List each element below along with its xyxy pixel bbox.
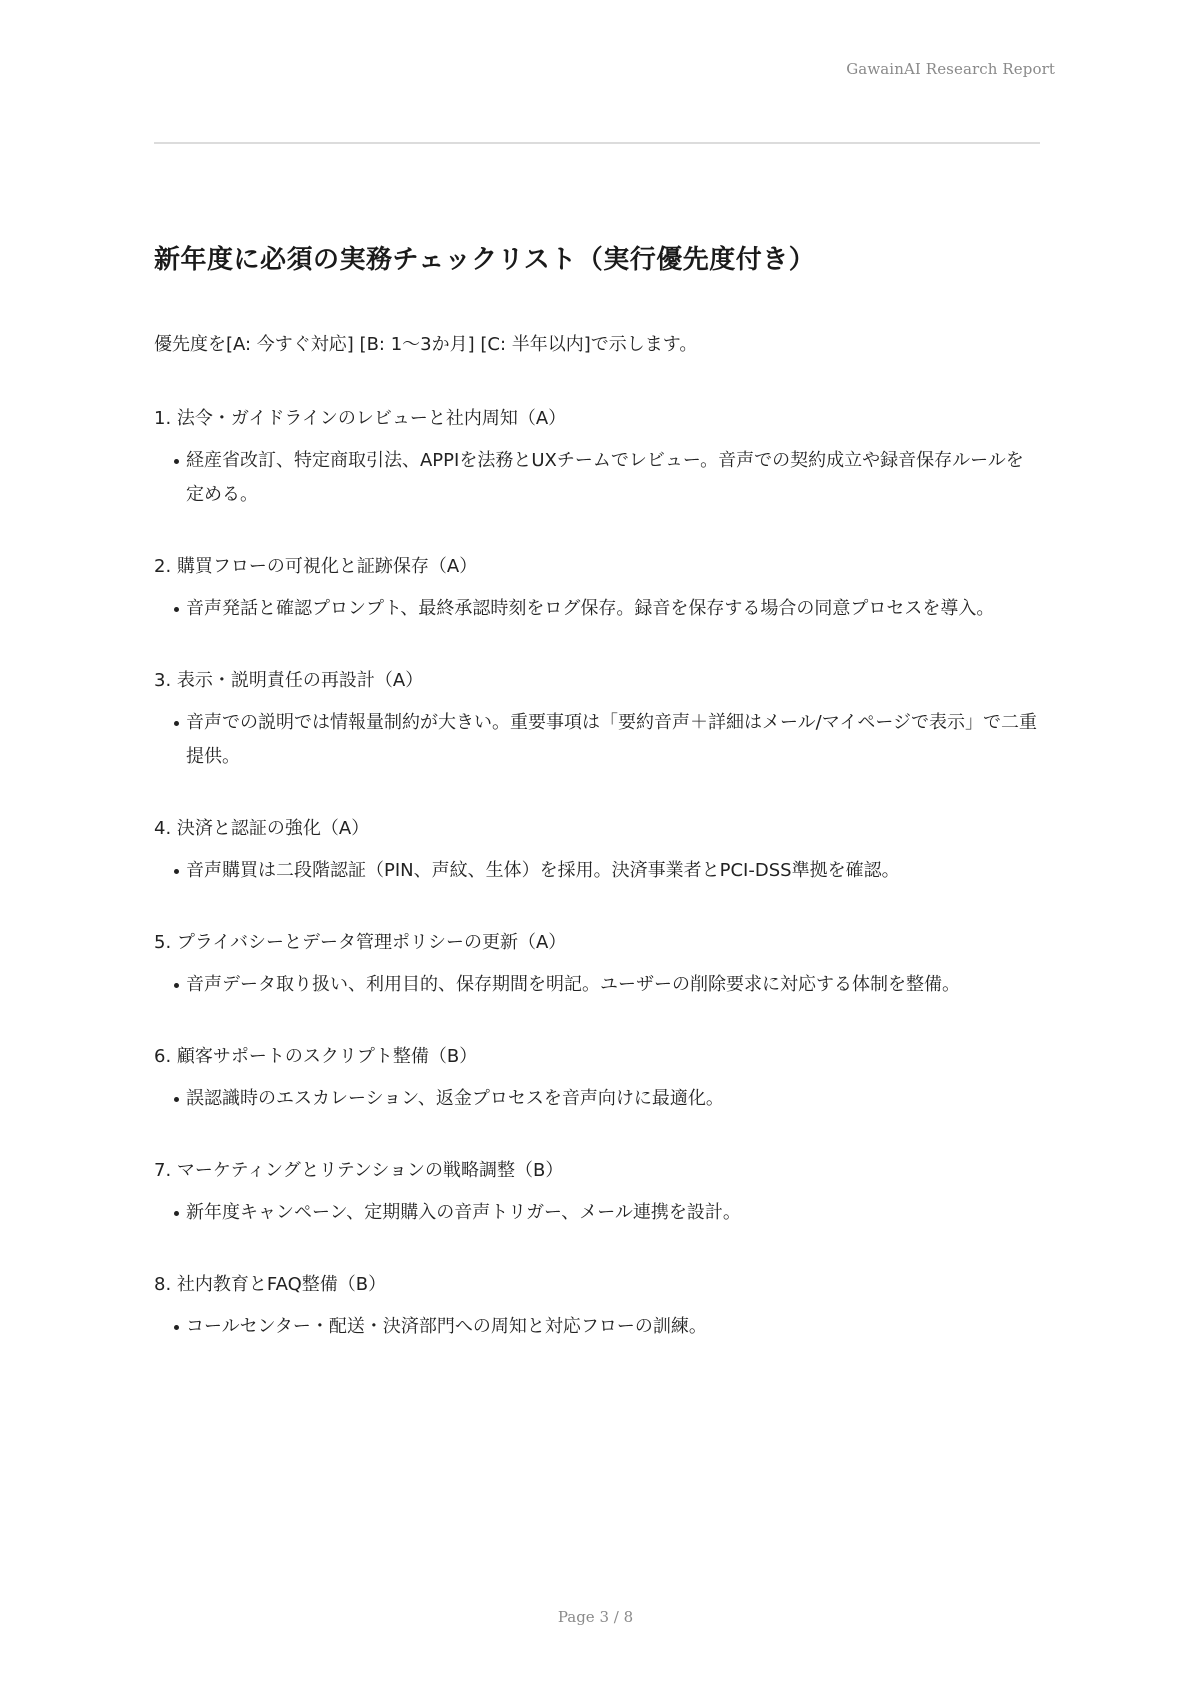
detail-text: 誤認識時のエスカレーション、返金プロセスを音声向けに最適化。 — [186, 1088, 724, 1109]
checklist-item — [154, 814, 1040, 888]
detail-text: 音声購買は二段階認証（PIN、声紋、生体）を採用。決済事業者とPCI-DSS準拠を確認。 — [186, 860, 900, 881]
checklist-item-details — [154, 1196, 1040, 1230]
bullet-dot-icon — [174, 459, 179, 464]
detail-bullet — [174, 444, 1040, 512]
detail-text: コールセンター・配送・決済部門への周知と対応フローの訓練。 — [186, 1316, 707, 1337]
detail-bullet — [174, 1310, 1040, 1344]
detail-bullet — [174, 968, 1040, 1002]
checklist-item — [154, 1270, 1040, 1344]
checklist-item-details — [154, 706, 1040, 774]
checklist-item — [154, 1042, 1040, 1116]
checklist-item-details — [154, 1082, 1040, 1116]
bullet-dot-icon — [174, 869, 179, 874]
detail-text: 音声データ取り扱い、利用目的、保存期間を明記。ユーザーの削除要求に対応する体制を整備。 — [186, 974, 960, 995]
report-header-label: GawainAI Research Report — [846, 60, 1055, 78]
checklist-item-heading: 2. 購買フローの可視化と証跡保存（A） — [154, 556, 478, 577]
document-body — [154, 240, 1040, 1344]
detail-bullet — [174, 1082, 1040, 1116]
bullet-dot-icon — [174, 983, 179, 988]
bullet-dot-icon — [174, 721, 179, 726]
bullet-dot-icon — [174, 1097, 179, 1102]
checklist-item — [154, 404, 1040, 512]
checklist-item-heading: 3. 表示・説明責任の再設計（A） — [154, 670, 424, 691]
priority-legend-text: 優先度を[A: 今すぐ対応] [B: 1〜3か月] [C: 半年以内]で示します。 — [154, 334, 698, 355]
checklist-item-heading: 5. プライバシーとデータ管理ポリシーの更新（A） — [154, 932, 567, 953]
checklist — [154, 404, 1040, 1344]
checklist-item-details — [154, 1310, 1040, 1344]
checklist-item-heading: 1. 法令・ガイドラインのレビューと社内周知（A） — [154, 408, 567, 429]
bullet-dot-icon — [174, 1211, 179, 1216]
checklist-item — [154, 1156, 1040, 1230]
checklist-item-details — [154, 854, 1040, 888]
page-number: Page 3 / 8 — [557, 1608, 634, 1626]
header-divider — [154, 142, 1040, 144]
bullet-dot-icon — [174, 1325, 179, 1330]
checklist-item-heading: 4. 決済と認証の強化（A） — [154, 818, 370, 839]
detail-bullet — [174, 1196, 1040, 1230]
detail-bullet — [174, 706, 1040, 774]
detail-bullet — [174, 592, 1040, 626]
checklist-item-heading: 6. 顧客サポートのスクリプト整備（B） — [154, 1046, 478, 1067]
bullet-dot-icon — [174, 607, 179, 612]
checklist-item-heading: 7. マーケティングとリテンションの戦略調整（B） — [154, 1160, 564, 1181]
checklist-item-details — [154, 444, 1040, 512]
page-title: 新年度に必須の実務チェックリスト（実行優先度付き） — [154, 245, 816, 275]
detail-text: 新年度キャンペーン、定期購入の音声トリガー、メール連携を設計。 — [186, 1202, 741, 1223]
detail-text: 経産省改訂、特定商取引法、APPIを法務とUXチームでレビュー。音声での契約成立や録音保存ルールを定める。 — [186, 450, 1024, 505]
checklist-item-details — [154, 592, 1040, 626]
checklist-item — [154, 928, 1040, 1002]
checklist-item — [154, 666, 1040, 774]
checklist-item-details — [154, 968, 1040, 1002]
detail-bullet — [174, 854, 1040, 888]
checklist-item-heading: 8. 社内教育とFAQ整備（B） — [154, 1274, 387, 1295]
detail-text: 音声での説明では情報量制約が大きい。重要事項は「要約音声＋詳細はメール/マイページで表示」で二重提供。 — [186, 712, 1037, 767]
checklist-item — [154, 552, 1040, 626]
detail-text: 音声発話と確認プロンプト、最終承認時刻をログ保存。録音を保存する場合の同意プロセスを導入。 — [186, 598, 995, 619]
